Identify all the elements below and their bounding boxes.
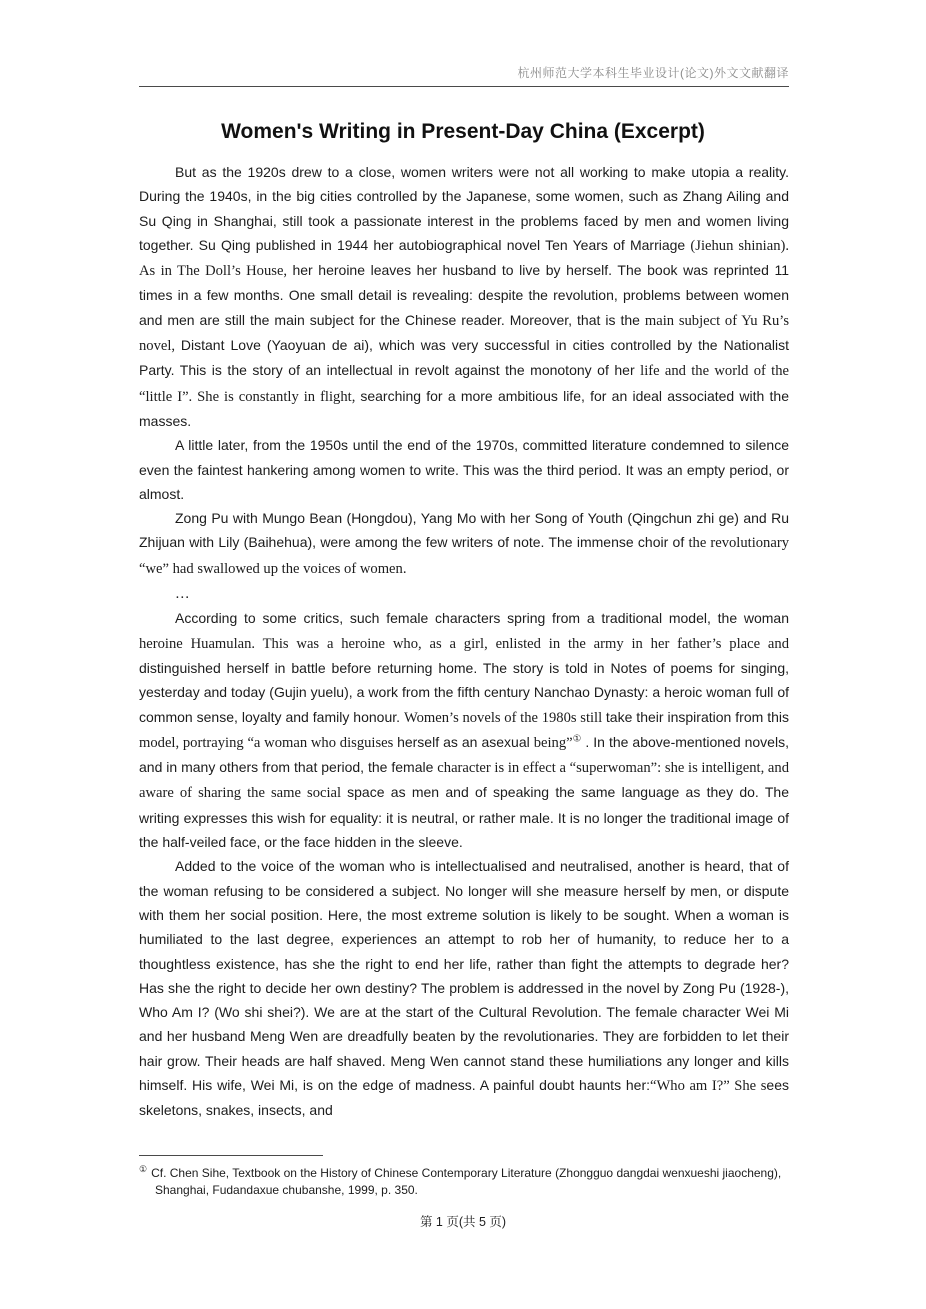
text-run: space as men and of speaking the same language as they do. The writing expresses this wish for equality: it is neutral, or rather male. It is no longer the traditional image of the half-veiled face, or the face hidden in the sleeve. xyxy=(139,784,789,851)
text-run: character is in effect a “superwoman”: she is intelligent, and aware of sharing the same social xyxy=(139,760,790,802)
document-title: Women's Writing in Present-Day China (Excerpt) xyxy=(221,120,705,143)
text-run: life and the world of the “little I”. She is constantly in flight, xyxy=(139,363,789,405)
text-run: Zong Pu with Mungo Bean (Hongdou), Yang Mo with her Song of Youth (Qingchun zhi ge) and Ru Zhijuan with Lily (Baihehua), were among the few writers of note. The immense choir of xyxy=(139,510,789,551)
text-run: her heroine leaves her husband to live by herself. The book was reprinted 11 times in a few months. One small detail is revealing: despite the revolution, problems between women and men are still the main subject for the Chinese reader. Moreover, that is the xyxy=(139,262,790,328)
paragraph xyxy=(139,506,789,581)
page-number-footer: 第 1 页(共 5 页) xyxy=(419,1215,507,1229)
text-run: According to some critics, such female characters spring from a traditional model, the woman xyxy=(175,610,789,627)
footnote-marker: ① xyxy=(139,1164,148,1174)
footnote-separator xyxy=(139,1155,323,1156)
text-run: take their inspiration from this xyxy=(605,708,790,725)
text-run: model, portraying “a woman who disguises xyxy=(139,734,398,751)
header-rule xyxy=(139,86,789,87)
text-run: (Jiehun shinian). As in The Doll’s House, xyxy=(139,237,790,280)
text-run: Distant Love (Yaoyuan de ai), which was very successful in cities controlled by the Nationalist Party. This is the story of an intellectual in revolt against the monotony of her xyxy=(139,337,789,379)
paragraph xyxy=(139,854,789,1122)
text-run: “Who am I?” She s xyxy=(650,1077,767,1094)
paragraph xyxy=(139,581,789,606)
footnote-reference: ① xyxy=(572,734,582,745)
text-run: main subject of Yu Ru’s novel, xyxy=(139,312,789,355)
footnote xyxy=(139,1165,805,1199)
text-run: … xyxy=(175,586,190,603)
text-run: distinguished herself in battle before returning home. The story is told in Notes of poems for singing, yesterday and today (Gujin yuelu), a work from the fifth century Nanchao Dynasty: a heroic woman full of common sense, loyalty and family honour. xyxy=(139,659,789,725)
text-run: Women’s novels of the 1980s still xyxy=(403,709,606,726)
text-run: . In the above-mentioned novels, and in many others from that period, the female xyxy=(139,733,789,776)
text-run: ees skeletons, snakes, insects, and xyxy=(139,1076,789,1119)
text-run: Added to the voice of the woman who is intellectualised and neutralised, another is heard, that of the woman refusing to be considered a subject. No longer will she measure herself by men, or dispute with them her social position. Here, the most extreme solution is likely to be sought. When a woman is humiliated to the last degree, experiences an attempt to rob her of humanity, to reduce her to a thoughtless existence, has she the right to end her life, rather than fight the attempts to degrade her? Has she the right to decide her own destiny? The problem is addressed in the novel by Zong Pu (1928-), Who Am I? (Wo shi shei?). We are at the start of the Cultural Revolution. The female character Wei Mi and her husband Meng Wen are dreadfully beaten by the revolutionaries. They are forbidden to let their hair grow. Their heads are half shaved. Meng Wen cannot stand these humiliations any longer and kills himself. His wife, Wei Mi, is on the edge of madness. A painful doubt haunts her: xyxy=(139,858,789,1093)
footnote-text: Cf. Chen Sihe, Textbook on the History of Chinese Contemporary Literature (Zhongguo dangdai wenxueshi jiaocheng), Shanghai, Fudandaxue chubanshe, 1999, p. 350. xyxy=(151,1166,782,1197)
text-run: searching for a more ambitious life, for an ideal associated with the masses. xyxy=(139,387,789,429)
paragraph xyxy=(139,433,789,506)
text-run: the revolutionary “we” had swallowed up the voices of women. xyxy=(139,535,789,577)
page-header-text: 杭州师范大学本科生毕业设计(论文)外文文献翻译 xyxy=(517,66,789,80)
document-body xyxy=(139,160,789,1123)
text-run: being” xyxy=(533,734,573,751)
text-run: herself as an asexual xyxy=(397,733,534,750)
paragraph xyxy=(139,160,789,433)
paragraph xyxy=(139,606,789,854)
text-run: A little later, from the 1950s until the end of the 1970s, committed literature condemned to silence even the faintest hankering among women to write. This was the third period. It was an empty period, or almost. xyxy=(139,437,789,502)
text-run: But as the 1920s drew to a close, women writers were not all working to make utopia a reality. During the 1940s, in the big cities controlled by the Japanese, some women, such as Zhang Ailing and Su Qing in Shanghai, still took a passionate interest in the problems faced by men and women living together. Su Qing published in 1944 her autobiographical novel Ten Years of Marriage xyxy=(139,164,789,253)
text-run: heroine Huamulan. This was a heroine who, as a girl, enlisted in the army in her father’s place and xyxy=(139,635,789,652)
